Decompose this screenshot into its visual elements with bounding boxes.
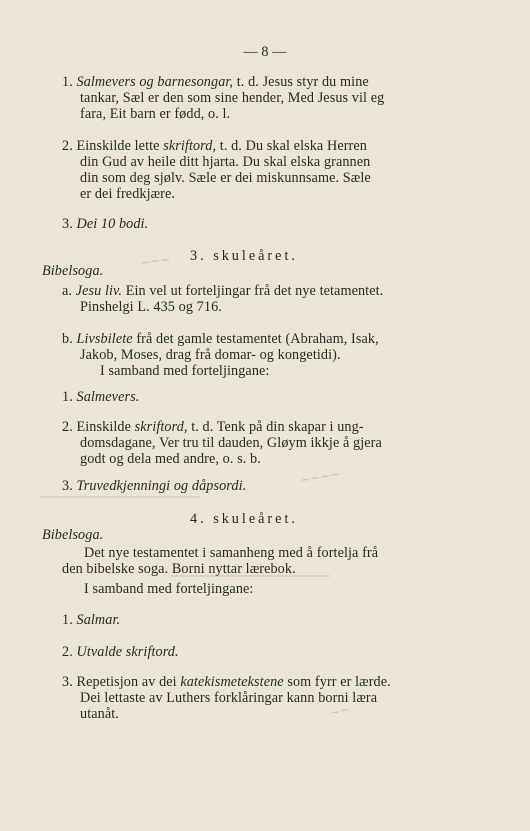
text-line: fara, Eit barn er fødd, o. l.: [80, 106, 231, 122]
item-title: Livsbilete: [76, 331, 133, 347]
list-item: b. Livsbilete frå det gamle testamentet (Abraham, Isak,: [62, 331, 379, 347]
text-line: Det nye testamentet i samanheng med å fortelja frå: [84, 545, 379, 561]
list-item: 1. Salmevers.: [62, 389, 140, 405]
list-item: 3. Repetisjon av dei katekismetekstene som fyrr er lærde.: [62, 674, 391, 690]
list-item: 1. Salmevers og barnesongar, t. d. Jesus styr du mine: [62, 74, 369, 90]
text-line: Dei lettaste av Luthers forklåringar kann borni læra: [80, 690, 378, 706]
list-item: 2. Einskilde skriftord, t. d. Tenk på din skapar i ung-: [62, 419, 364, 435]
text-line: godt og dela med andre, o. s. b.: [80, 451, 261, 467]
text-line: din som deg sjølv. Sæle er dei miskunnsame. Sæle: [80, 170, 371, 186]
text-line: utanåt.: [80, 706, 119, 722]
text-line: domsdagane, Ver tru til dauden, Gløym ikkje å gjera: [80, 435, 382, 451]
item-title: Utvalde skriftord.: [76, 644, 179, 660]
pencil-mark: ~~: [328, 702, 352, 720]
item-title: Dei 10 bodi.: [76, 216, 149, 232]
subsection-label: Bibelsoga.: [42, 527, 104, 543]
page-number: — 8 —: [243, 44, 287, 60]
pencil-mark: ~~~: [139, 251, 171, 271]
text-line: den bibelske soga. Borni nyttar lærebok.: [62, 561, 296, 577]
text-line: Jakob, Moses, drag frå domar- og kongetidi).: [80, 347, 341, 363]
item-title: Salmar.: [76, 612, 121, 628]
item-title: skriftord,: [134, 419, 188, 435]
text-line: din Gud av heile ditt hjarta. Du skal elska grannen: [80, 154, 371, 170]
item-title: Truvedkjenningi og dåpsordi.: [76, 478, 247, 494]
text-line: er dei fredkjære.: [80, 186, 176, 202]
subsection-label: Bibelsoga.: [42, 263, 104, 279]
item-title: Salmevers.: [76, 389, 140, 405]
item-title: skriftord,: [163, 138, 217, 154]
text-line: I samband med forteljingane:: [100, 363, 270, 379]
text-line: I samband med forteljingane:: [84, 581, 254, 597]
list-item: 3. Dei 10 bodi.: [62, 216, 149, 232]
list-item: 3. Truvedkjenningi og dåpsordi.: [62, 478, 247, 494]
text-line: Pinshelgi L. 435 og 716.: [80, 299, 222, 315]
stain-mark: [40, 496, 200, 498]
stain-mark: [170, 575, 330, 577]
section-heading: 4. skuleåret.: [190, 511, 298, 527]
item-title: Salmevers og barnesongar,: [76, 74, 234, 90]
text-line: tankar, Sæl er den som sine hender, Med Jesus vil eg: [80, 90, 385, 106]
list-item: a. Jesu liv. Ein vel ut forteljingar frå det nye tetamentet.: [62, 283, 384, 299]
pencil-mark: ~~~~: [299, 466, 342, 488]
item-title: katekismetekstene: [180, 674, 284, 690]
list-item: 2. Einskilde lette skriftord, t. d. Du skal elska Herren: [62, 138, 367, 154]
list-item: 1. Salmar.: [62, 612, 121, 628]
section-heading: 3. skuleåret.: [190, 248, 298, 264]
list-item: 2. Utvalde skriftord.: [62, 644, 179, 660]
item-title: Jesu liv.: [75, 283, 123, 299]
